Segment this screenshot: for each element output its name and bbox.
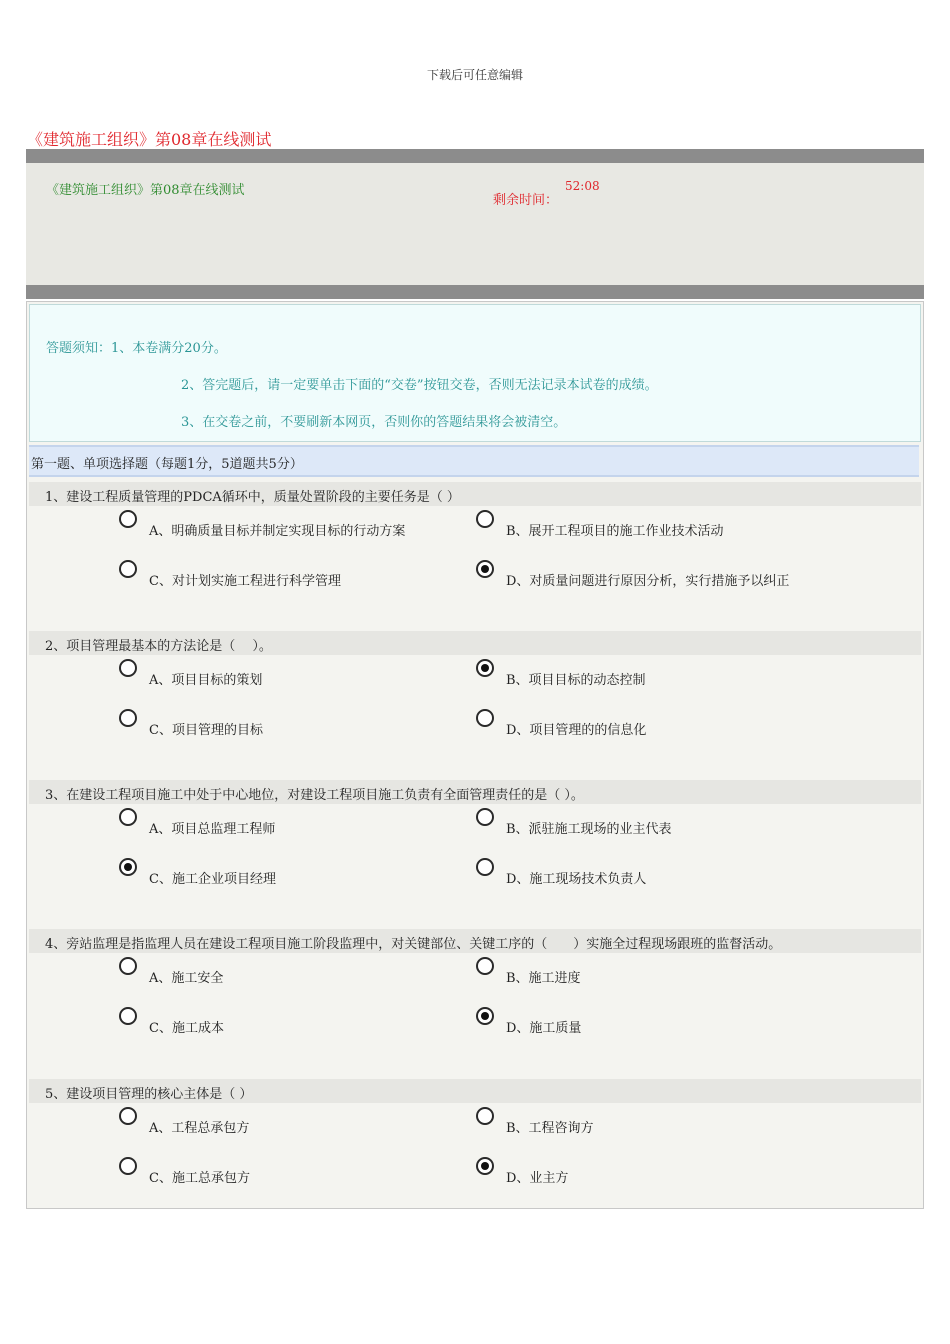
radio-button-icon[interactable]: [119, 709, 137, 727]
radio-button-icon[interactable]: [119, 808, 137, 826]
instruction-line-2: 2、答完题后，请一定要单击下面的“交卷”按钮交卷，否则无法记录本试卷的成绩。: [181, 378, 658, 393]
option-label: A、工程总承包方: [149, 1121, 250, 1136]
question-title: [29, 631, 921, 655]
option-label: C、施工成本: [149, 1021, 224, 1036]
section-title: 第一题、单项选择题（每题1分，5道题共5分）: [31, 457, 303, 472]
option-label: B、施工进度: [506, 971, 581, 986]
document-title: 《建筑施工组织》第08章在线测试: [27, 130, 272, 149]
timer-value: 52:08: [565, 179, 600, 193]
option-label: C、项目管理的目标: [149, 723, 263, 738]
radio-button-icon[interactable]: [476, 709, 494, 727]
option-label: D、施工现场技术负责人: [506, 872, 647, 887]
radio-button-icon[interactable]: [119, 858, 137, 876]
timer-label: 剩余时间：: [493, 193, 559, 208]
option-label: A、项目总监理工程师: [149, 822, 276, 837]
option-label: D、业主方: [506, 1171, 569, 1186]
option-label: A、项目目标的策划: [149, 673, 263, 688]
test-title: 《建筑施工组织》第08章在线测试: [46, 183, 245, 198]
question-text: 2、项目管理最基本的方法论是（ ）。: [45, 639, 272, 654]
option-label: A、施工安全: [149, 971, 224, 986]
option-label: C、施工企业项目经理: [149, 872, 276, 887]
option-label: B、派驻施工现场的业主代表: [506, 822, 672, 837]
radio-button-icon[interactable]: [476, 560, 494, 578]
instruction-line-1: 答题须知：1、本卷满分20分。: [46, 341, 227, 356]
instruction-line-3: 3、在交卷之前，不要刷新本网页，否则你的答题结果将会被清空。: [181, 415, 567, 430]
question-title: [29, 780, 921, 804]
instructions-box: [29, 304, 921, 442]
radio-button-icon[interactable]: [119, 1157, 137, 1175]
radio-button-icon[interactable]: [119, 957, 137, 975]
radio-button-icon[interactable]: [119, 510, 137, 528]
option-label: B、项目目标的动态控制: [506, 673, 646, 688]
radio-button-icon[interactable]: [476, 1007, 494, 1025]
download-note: 下载后可任意编辑: [426, 68, 523, 82]
header-top-bar: [26, 149, 924, 163]
option-label: D、对质量问题进行原因分析，实行措施予以纠正: [506, 574, 790, 589]
question-title: [29, 1079, 921, 1103]
option-label: B、工程咨询方: [506, 1121, 594, 1136]
radio-button-icon[interactable]: [119, 1107, 137, 1125]
question-text: 5、建设项目管理的核心主体是（ ）: [45, 1087, 253, 1102]
quiz-container: [26, 301, 924, 1209]
header-bottom-bar: [26, 285, 924, 299]
option-label: D、项目管理的的信息化: [506, 723, 647, 738]
radio-button-icon[interactable]: [119, 1007, 137, 1025]
radio-button-icon[interactable]: [476, 957, 494, 975]
radio-button-icon[interactable]: [476, 1107, 494, 1125]
radio-button-icon[interactable]: [476, 659, 494, 677]
option-label: C、施工总承包方: [149, 1171, 250, 1186]
option-label: D、施工质量: [506, 1021, 582, 1036]
test-header-panel: [26, 149, 924, 299]
section-header: [29, 445, 919, 477]
radio-button-icon[interactable]: [476, 1157, 494, 1175]
question-text: 3、在建设工程项目施工中处于中心地位，对建设工程项目施工负责有全面管理责任的是（ ）。: [45, 788, 584, 803]
question-text: 1、建设工程质量管理的PDCA循环中，质量处置阶段的主要任务是（ ）: [45, 490, 460, 505]
question-title: [29, 929, 921, 953]
option-label: B、展开工程项目的施工作业技术活动: [506, 524, 724, 539]
radio-button-icon[interactable]: [476, 858, 494, 876]
radio-button-icon[interactable]: [476, 808, 494, 826]
option-label: C、对计划实施工程进行科学管理: [149, 574, 341, 589]
question-text: 4、旁站监理是指监理人员在建设工程项目施工阶段监理中，对关键部位、关键工序的（ ）实施全过程现场跟班的监督活动。: [45, 937, 782, 952]
radio-button-icon[interactable]: [119, 560, 137, 578]
radio-button-icon[interactable]: [119, 659, 137, 677]
radio-button-icon[interactable]: [476, 510, 494, 528]
question-title: [29, 482, 921, 506]
option-label: A、明确质量目标并制定实现目标的行动方案: [149, 524, 406, 539]
